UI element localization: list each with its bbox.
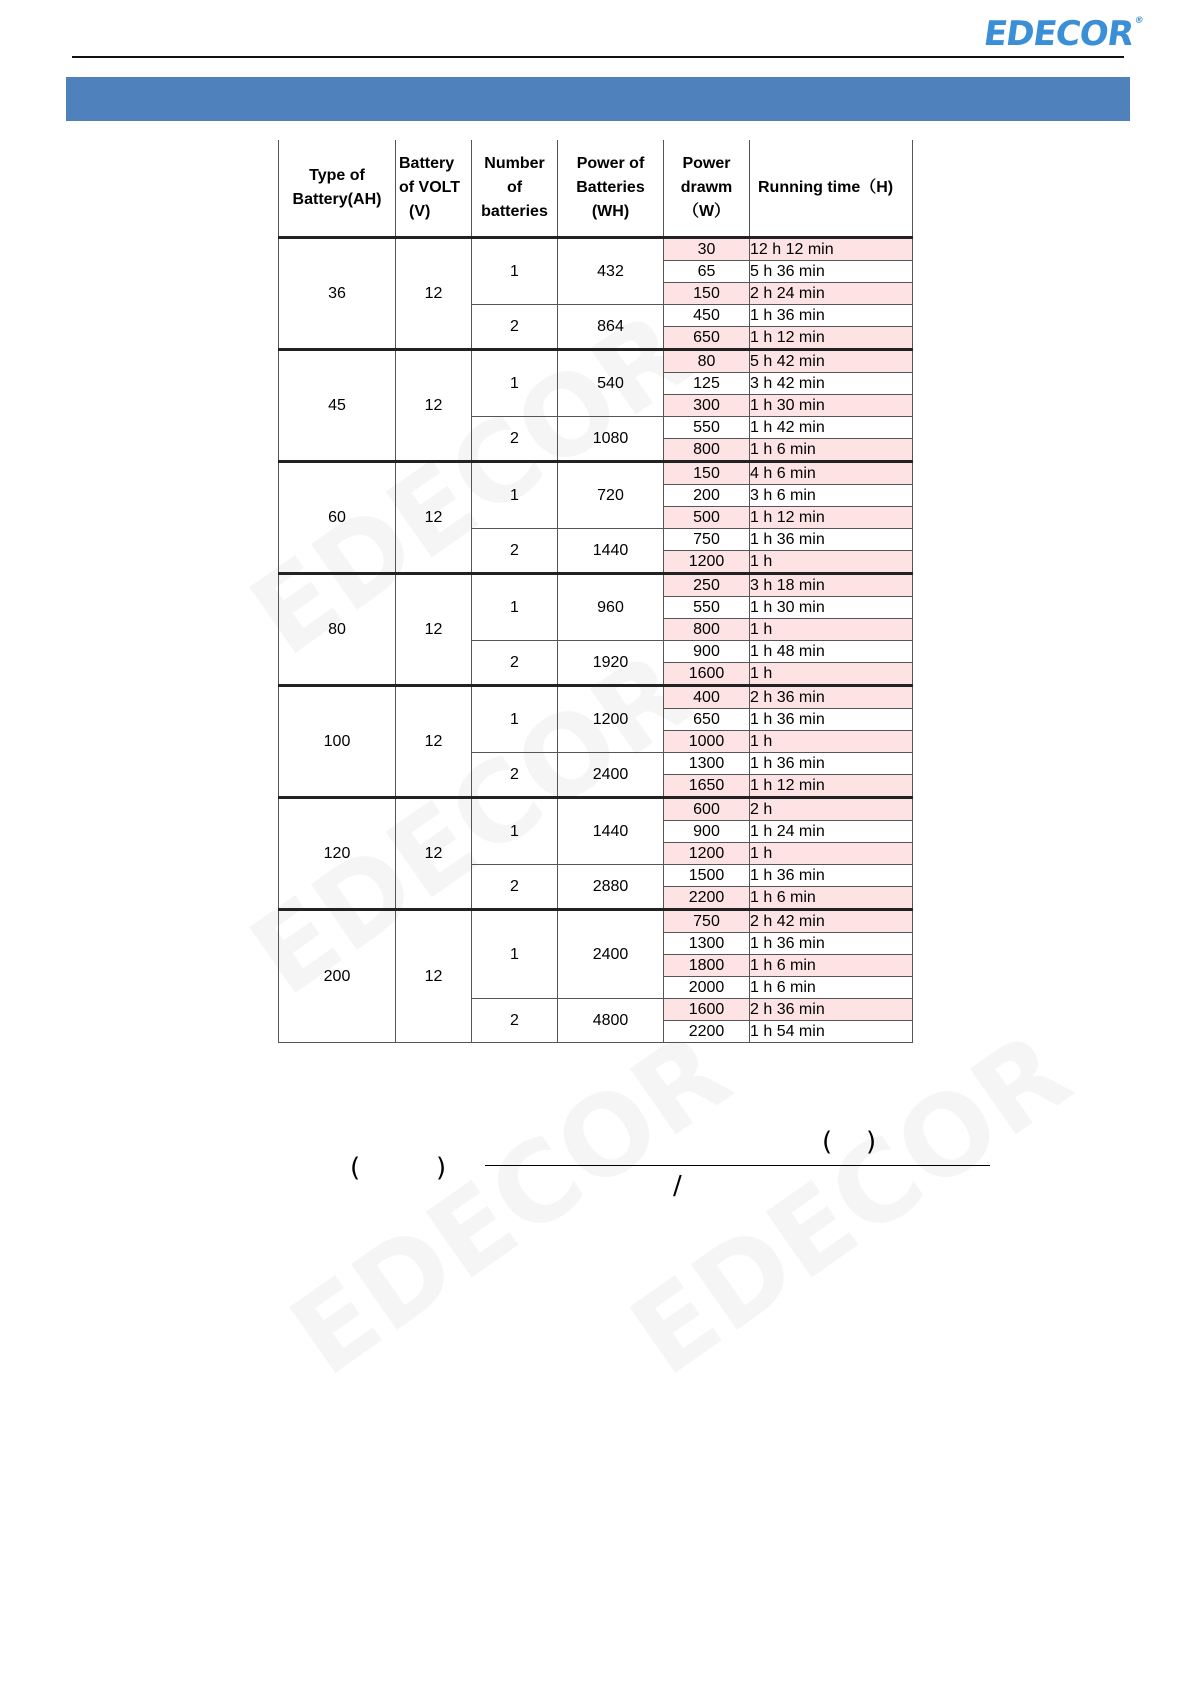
cell-running-time: 2 h 36 min (750, 999, 913, 1021)
cell-number-of-batteries: 2 (472, 999, 558, 1043)
cell-running-time: 1 h 48 min (750, 641, 913, 663)
cell-running-time: 2 h 36 min (750, 686, 913, 709)
formula-numerator-close-paren: ) (866, 1127, 877, 1157)
cell-power-drawn: 80 (664, 350, 750, 373)
cell-power-of-batteries: 2400 (558, 753, 664, 798)
formula-numerator-open-paren: ( (822, 1127, 833, 1157)
cell-number-of-batteries: 1 (472, 686, 558, 753)
cell-running-time: 1 h 6 min (750, 955, 913, 977)
cell-power-drawn: 1600 (664, 999, 750, 1021)
table-row (279, 350, 913, 373)
cell-power-drawn: 1300 (664, 753, 750, 775)
cell-power-drawn: 750 (664, 529, 750, 551)
cell-power-drawn: 150 (664, 462, 750, 485)
cell-running-time: 1 h (750, 619, 913, 641)
battery-group (279, 350, 913, 462)
cell-power-drawn: 1600 (664, 663, 750, 686)
cell-running-time: 2 h 24 min (750, 283, 913, 305)
formula-fraction-line (485, 1165, 990, 1166)
cell-power-drawn: 1800 (664, 955, 750, 977)
cell-running-time: 2 h (750, 798, 913, 821)
cell-running-time: 1 h 54 min (750, 1021, 913, 1043)
table-row (279, 462, 913, 485)
cell-running-time: 1 h (750, 551, 913, 574)
cell-running-time: 1 h 12 min (750, 327, 913, 350)
cell-running-time: 1 h 12 min (750, 775, 913, 798)
cell-power-of-batteries: 2400 (558, 910, 664, 999)
cell-number-of-batteries: 2 (472, 641, 558, 686)
cell-power-drawn: 300 (664, 395, 750, 417)
cell-running-time: 1 h 36 min (750, 865, 913, 887)
cell-power-drawn: 800 (664, 439, 750, 462)
cell-number-of-batteries: 2 (472, 417, 558, 462)
cell-running-time: 1 h 36 min (750, 753, 913, 775)
formula-slash: / (673, 1171, 682, 1201)
battery-group (279, 238, 913, 350)
cell-number-of-batteries: 1 (472, 574, 558, 641)
cell-running-time: 1 h 36 min (750, 529, 913, 551)
cell-power-of-batteries: 1200 (558, 686, 664, 753)
table-row (279, 238, 913, 261)
header-battery-volt: Battery of VOLT (V) (396, 140, 472, 238)
cell-number-of-batteries: 2 (472, 865, 558, 910)
cell-power-drawn: 500 (664, 507, 750, 529)
cell-power-of-batteries: 2880 (558, 865, 664, 910)
cell-running-time: 12 h 12 min (750, 238, 913, 261)
cell-running-time: 1 h 36 min (750, 933, 913, 955)
cell-number-of-batteries: 1 (472, 238, 558, 305)
cell-battery-volt: 12 (396, 462, 472, 574)
cell-running-time: 3 h 42 min (750, 373, 913, 395)
cell-power-drawn: 1500 (664, 865, 750, 887)
header-power-drawn: Power drawm （W） (664, 140, 750, 238)
cell-running-time: 1 h (750, 731, 913, 753)
battery-group (279, 574, 913, 686)
cell-battery-volt: 12 (396, 574, 472, 686)
battery-group (279, 798, 913, 910)
cell-battery-type: 100 (279, 686, 396, 798)
cell-power-of-batteries: 1080 (558, 417, 664, 462)
cell-running-time: 1 h 12 min (750, 507, 913, 529)
cell-running-time: 1 h 6 min (750, 439, 913, 462)
cell-running-time: 5 h 42 min (750, 350, 913, 373)
cell-power-drawn: 125 (664, 373, 750, 395)
cell-power-drawn: 200 (664, 485, 750, 507)
cell-battery-volt: 12 (396, 798, 472, 910)
brand-logo: EDECOR® (981, 14, 1144, 54)
cell-power-drawn: 550 (664, 597, 750, 619)
section-heading-bar (66, 77, 1130, 121)
cell-battery-type: 200 (279, 910, 396, 1043)
formula-left-open-paren: ( (350, 1153, 361, 1183)
cell-running-time: 1 h (750, 663, 913, 686)
header-battery-type: Type of Battery(AH) (279, 140, 396, 238)
table-row (279, 574, 913, 597)
cell-power-drawn: 400 (664, 686, 750, 709)
cell-power-of-batteries: 1440 (558, 798, 664, 865)
cell-battery-type: 120 (279, 798, 396, 910)
cell-power-drawn: 900 (664, 821, 750, 843)
cell-running-time: 5 h 36 min (750, 261, 913, 283)
cell-running-time: 1 h 6 min (750, 887, 913, 910)
cell-battery-type: 45 (279, 350, 396, 462)
cell-power-drawn: 1000 (664, 731, 750, 753)
cell-power-of-batteries: 720 (558, 462, 664, 529)
cell-running-time: 1 h 6 min (750, 977, 913, 999)
cell-power-drawn: 1200 (664, 843, 750, 865)
cell-number-of-batteries: 1 (472, 910, 558, 999)
cell-power-of-batteries: 432 (558, 238, 664, 305)
table-row (279, 910, 913, 933)
table-row (279, 686, 913, 709)
cell-power-drawn: 2200 (664, 1021, 750, 1043)
battery-group (279, 462, 913, 574)
cell-battery-volt: 12 (396, 686, 472, 798)
header-running-time: Running time（H) (750, 140, 913, 238)
cell-power-drawn: 30 (664, 238, 750, 261)
cell-power-of-batteries: 960 (558, 574, 664, 641)
cell-running-time: 1 h 24 min (750, 821, 913, 843)
cell-battery-type: 60 (279, 462, 396, 574)
cell-power-of-batteries: 1920 (558, 641, 664, 686)
cell-power-drawn: 2000 (664, 977, 750, 999)
cell-battery-volt: 12 (396, 910, 472, 1043)
header-divider (72, 56, 1124, 58)
cell-power-drawn: 1650 (664, 775, 750, 798)
cell-power-drawn: 900 (664, 641, 750, 663)
table-row (279, 798, 913, 821)
cell-running-time: 1 h (750, 843, 913, 865)
cell-power-drawn: 800 (664, 619, 750, 641)
cell-running-time: 3 h 6 min (750, 485, 913, 507)
cell-number-of-batteries: 2 (472, 305, 558, 350)
cell-power-of-batteries: 540 (558, 350, 664, 417)
cell-power-drawn: 450 (664, 305, 750, 327)
formula-left-close-paren: ) (436, 1153, 447, 1183)
cell-running-time: 1 h 42 min (750, 417, 913, 439)
runtime-formula (340, 1125, 990, 1205)
cell-power-of-batteries: 4800 (558, 999, 664, 1043)
cell-battery-volt: 12 (396, 350, 472, 462)
cell-power-of-batteries: 1440 (558, 529, 664, 574)
cell-number-of-batteries: 2 (472, 529, 558, 574)
cell-number-of-batteries: 2 (472, 753, 558, 798)
cell-power-drawn: 750 (664, 910, 750, 933)
cell-running-time: 3 h 18 min (750, 574, 913, 597)
cell-power-drawn: 2200 (664, 887, 750, 910)
cell-number-of-batteries: 1 (472, 798, 558, 865)
cell-running-time: 1 h 30 min (750, 395, 913, 417)
cell-battery-volt: 12 (396, 238, 472, 350)
cell-battery-type: 80 (279, 574, 396, 686)
battery-group (279, 686, 913, 798)
cell-power-drawn: 250 (664, 574, 750, 597)
table-header-row (279, 140, 913, 238)
cell-power-drawn: 1300 (664, 933, 750, 955)
cell-power-drawn: 150 (664, 283, 750, 305)
cell-number-of-batteries: 1 (472, 462, 558, 529)
cell-number-of-batteries: 1 (472, 350, 558, 417)
cell-power-drawn: 650 (664, 709, 750, 731)
cell-power-drawn: 1200 (664, 551, 750, 574)
cell-power-drawn: 550 (664, 417, 750, 439)
cell-power-of-batteries: 864 (558, 305, 664, 350)
header-power-of-batteries: Power of Batteries (WH) (558, 140, 664, 238)
cell-running-time: 1 h 36 min (750, 305, 913, 327)
cell-running-time: 1 h 30 min (750, 597, 913, 619)
battery-group (279, 910, 913, 1043)
cell-battery-type: 36 (279, 238, 396, 350)
cell-running-time: 4 h 6 min (750, 462, 913, 485)
battery-runtime-table (278, 140, 913, 1043)
cell-power-drawn: 65 (664, 261, 750, 283)
cell-power-drawn: 600 (664, 798, 750, 821)
cell-power-drawn: 650 (664, 327, 750, 350)
cell-running-time: 2 h 42 min (750, 910, 913, 933)
header-number-of-batteries: Number of batteries (472, 140, 558, 238)
cell-running-time: 1 h 36 min (750, 709, 913, 731)
